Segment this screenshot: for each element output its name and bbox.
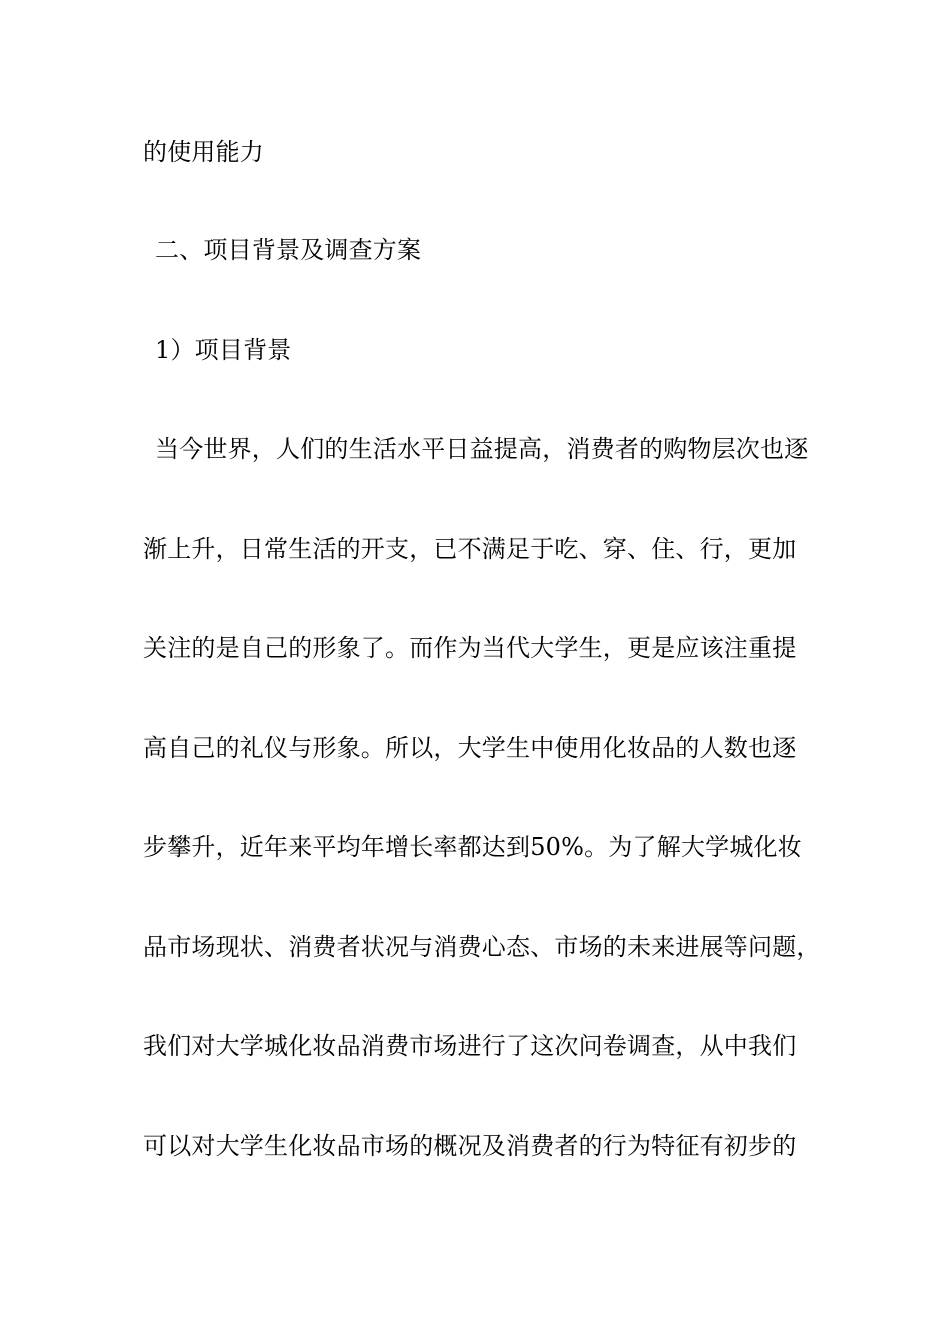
paragraph-line: 渐上升，日常生活的开支，已不满足于吃、穿、住、行，更加	[143, 535, 797, 563]
subsection-heading: 1）项目背景	[155, 336, 292, 364]
paragraph-line: 可以对大学生化妆品市场的概况及消费者的行为特征有初步的	[143, 1132, 797, 1160]
section-heading: 二、项目背景及调查方案	[155, 236, 422, 264]
paragraph-line: 步攀升，近年来平均年增长率都达到50%。为了解大学城化妆	[143, 833, 802, 861]
paragraph-line: 我们对大学城化妆品消费市场进行了这次问卷调查，从中我们	[143, 1032, 797, 1060]
paragraph-continuation: 的使用能力	[143, 138, 264, 166]
paragraph-line: 关注的是自己的形象了。而作为当代大学生，更是应该注重提	[143, 634, 797, 662]
paragraph-line: 当今世界，人们的生活水平日益提高，消费者的购物层次也逐	[155, 435, 809, 463]
paragraph-line: 高自己的礼仪与形象。所以，大学生中使用化妆品的人数也逐	[143, 734, 797, 762]
paragraph-line: 品市场现状、消费者状况与消费心态、市场的未来进展等问题，	[143, 933, 821, 961]
